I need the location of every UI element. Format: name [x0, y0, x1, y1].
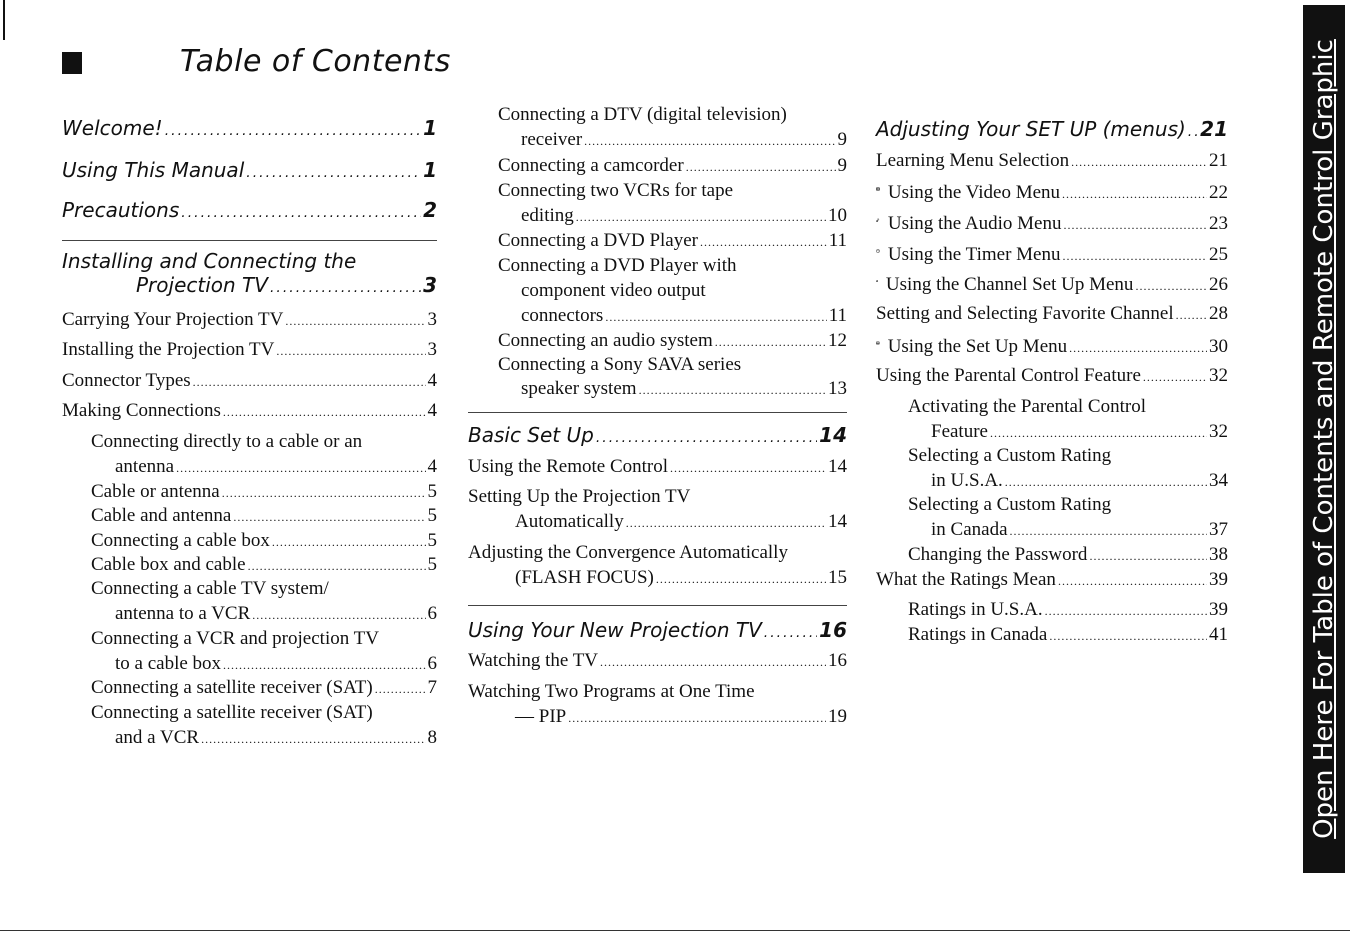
toc-entry-cable-or-antenna[interactable]: Cable or antenna ..... 5	[91, 481, 437, 503]
toc-entry-vcr-line1: Connecting a cable TV system/	[91, 578, 329, 599]
toc-entry-dvd[interactable]: Connecting a DVD Player ..... 11	[498, 230, 847, 252]
toc-heading-installing: Installing and Connecting the	[62, 249, 357, 273]
toc-entry-video-menu[interactable]: Using the Video Menu ..... 22	[876, 180, 1228, 204]
toc-entry-dtv-line1: Connecting a DTV (digital television)	[498, 104, 787, 125]
toc-entry-favorite-channel[interactable]: Setting and Selecting Favorite Channel ..... 28	[876, 303, 1228, 325]
toc-entry-camcorder[interactable]: Connecting a camcorder ..... 9	[498, 155, 847, 177]
toc-entry-remote[interactable]: Using the Remote Control ..... 14	[468, 456, 847, 478]
toc-entry-using-manual[interactable]: Using This Manual ..... 1	[62, 158, 437, 182]
toc-entry-learning-menu[interactable]: Learning Menu Selection ..... 21	[876, 150, 1228, 172]
toc-entry-activating[interactable]: Feature ..... 32	[931, 421, 1228, 443]
toc-entry-using-new-tv[interactable]: Using Your New Projection TV ..... 16	[468, 618, 847, 642]
toc-entry-installing[interactable]: Projection TV ..... 3	[136, 273, 437, 297]
setup-menu-icon	[876, 334, 880, 352]
toc-entry-dvdcomp-line1: Connecting a DVD Player with	[498, 255, 737, 276]
toc-entry-timer-menu[interactable]: Using the Timer Menu ..... 25	[876, 242, 1228, 266]
toc-entry-adjusting-setup[interactable]: Adjusting Your SET UP (menus) ..... 21	[876, 117, 1228, 141]
toc-entry-satvcr-line1: Connecting a satellite receiver (SAT)	[91, 702, 373, 723]
toc-entry-sat[interactable]: Connecting a satellite receiver (SAT) ..... 7	[91, 677, 437, 699]
toc-entry-vcrproj-line1: Connecting a VCR and projection TV	[91, 628, 379, 649]
toc-entry-carrying[interactable]: Carrying Your Projection TV ..... 3	[62, 309, 437, 331]
toc-entry-twovcr[interactable]: editing ..... 10	[521, 205, 847, 227]
toc-entry-dvdcomp[interactable]: connectors ..... 11	[521, 305, 847, 327]
toc-entry-welcome[interactable]: Welcome! ..... 1	[62, 116, 437, 140]
video-menu-icon	[876, 180, 880, 198]
toc-entry-custom-ca[interactable]: in Canada ..... 37	[931, 519, 1228, 541]
toc-entry-twovcr-line1: Connecting two VCRs for tape	[498, 180, 734, 201]
toc-entry-pip-line1: Watching Two Programs at One Time	[468, 681, 755, 702]
audio-menu-icon	[876, 211, 880, 229]
toc-entry-installing-tv[interactable]: Installing the Projection TV ..... 3	[62, 339, 437, 361]
toc-entry-ratings-ca[interactable]: Ratings in Canada ..... 41	[908, 624, 1228, 646]
page-title: Table of Contents	[180, 44, 451, 79]
section-divider	[62, 240, 437, 241]
channel-setup-icon	[876, 272, 878, 290]
toc-entry-direct-line1: Connecting directly to a cable or an	[91, 431, 363, 452]
toc-entry-audio-system[interactable]: Connecting an audio system ..... 12	[498, 330, 847, 352]
section-divider	[468, 412, 847, 413]
toc-entry-basic-setup[interactable]: Basic Set Up ..... 14	[468, 423, 847, 447]
toc-entry-audio-menu[interactable]: Using the Audio Menu ..... 23	[876, 211, 1228, 235]
toc-entry-conv-line1: Adjusting the Convergence Automatically	[468, 542, 788, 563]
left-edge-line	[3, 0, 5, 40]
toc-entry-vcrproj[interactable]: to a cable box ..... 6	[115, 653, 437, 675]
toc-entry-custom-us[interactable]: in U.S.A. ..... 34	[931, 470, 1228, 492]
toc-entry-parental-control[interactable]: Using the Parental Control Feature ..... 32	[876, 365, 1228, 387]
toc-entry-custom-us-line1: Selecting a Custom Rating	[908, 445, 1112, 466]
toc-entry-dvdcomp-line2: component video output	[521, 280, 706, 301]
toc-entry-custom-ca-line1: Selecting a Custom Rating	[908, 494, 1112, 515]
toc-entry-cable-and-antenna[interactable]: Cable and antenna ..... 5	[91, 505, 437, 527]
toc-entry-precautions[interactable]: Precautions ..... 2	[62, 198, 437, 222]
toc-entry-vcr[interactable]: antenna to a VCR ..... 6	[115, 603, 437, 625]
toc-entry-setup-auto[interactable]: Automatically ..... 14	[515, 511, 847, 533]
toc-entry-direct[interactable]: antenna ..... 4	[115, 456, 437, 478]
toc-entry-dtv[interactable]: receiver ..... 9	[521, 129, 847, 151]
toc-entry-setup-line1: Setting Up the Projection TV	[468, 486, 691, 507]
toc-entry-channel-menu[interactable]: Using the Channel Set Up Menu ..... 26	[876, 272, 1228, 296]
toc-entry-making-connections[interactable]: Making Connections ..... 4	[62, 400, 437, 422]
toc-entry-box-and-cable[interactable]: Cable box and cable ..... 5	[91, 554, 437, 576]
toc-entry-satvcr[interactable]: and a VCR ..... 8	[115, 727, 437, 749]
toc-entry-cable-box[interactable]: Connecting a cable box ..... 5	[91, 530, 437, 552]
toc-entry-setup-menu[interactable]: Using the Set Up Menu ..... 30	[876, 334, 1228, 358]
toc-entry-flash-focus[interactable]: (FLASH FOCUS) ..... 15	[515, 567, 847, 589]
section-divider	[468, 605, 847, 606]
toc-entry-sava-line1: Connecting a Sony SAVA series	[498, 354, 742, 375]
title-marker-block	[62, 52, 82, 74]
toc-entry-activating-line1: Activating the Parental Control	[908, 396, 1146, 417]
toc-entry-ratings-mean[interactable]: What the Ratings Mean ..... 39	[876, 569, 1228, 591]
toc-entry-sava[interactable]: speaker system ..... 13	[521, 378, 847, 400]
timer-clock-icon	[876, 242, 880, 260]
side-tab-label[interactable]: Open Here For Table of Contents and Remote Control Graphic	[1309, 39, 1339, 839]
toc-entry-watching[interactable]: Watching the TV ..... 16	[468, 650, 847, 672]
toc-entry-password[interactable]: Changing the Password ..... 38	[908, 544, 1228, 566]
toc-entry-connector-types[interactable]: Connector Types ..... 4	[62, 370, 437, 392]
toc-entry-ratings-us[interactable]: Ratings in U.S.A. ..... 39	[908, 599, 1228, 621]
toc-entry-pip[interactable]: — PIP ..... 19	[515, 706, 847, 728]
